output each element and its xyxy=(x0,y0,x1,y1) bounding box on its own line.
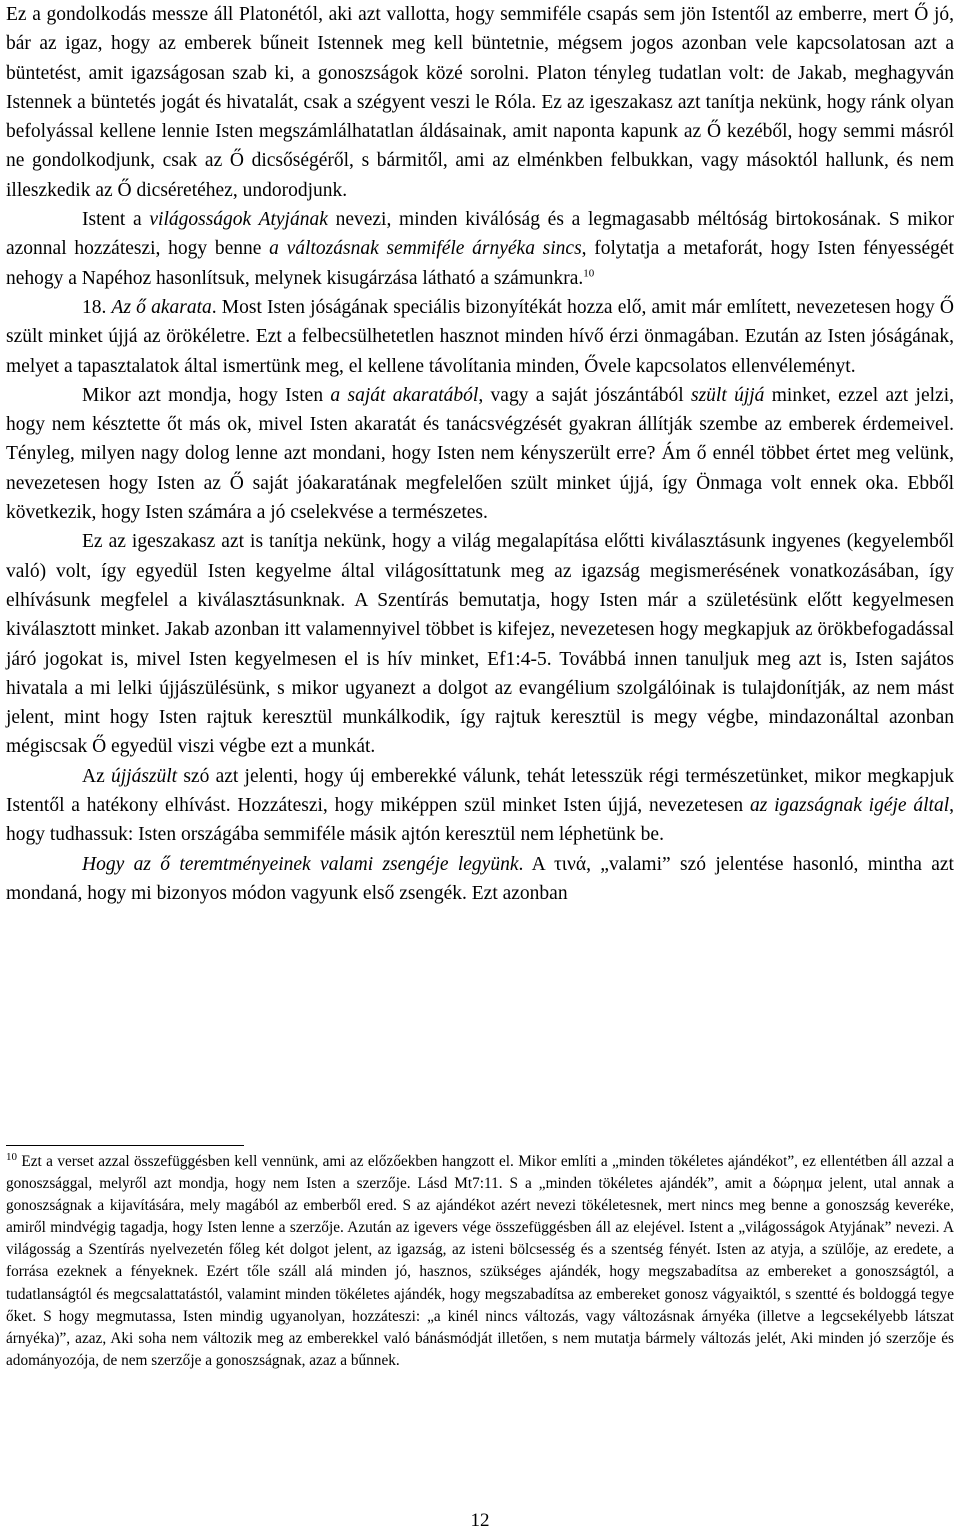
footnote-separator xyxy=(6,1145,244,1146)
footnote-reference[interactable]: 10 xyxy=(583,267,595,280)
body-text xyxy=(6,0,954,908)
emphasis: világosságok Atyjának xyxy=(149,209,328,231)
paragraph-5: Ez az igeszakasz azt is tanítja nekünk, hogy a világ megalapítása előtti kiválasztásunk ingyenes (kegyelemből való) volt, így egyedül Isten kegyelme által világosíttatunk meg az igazság megismerésének vonatkozásában, így elhívásunk megfelel a kiválasztásunknak. A Szentírás bemutatja, hogy Isten már a születésünk előtt kegyelmesen kiválasztott minket. Jakab azonban itt valamennyivel többet is kifejez, nevezetesen hogy megkapjuk az örökbefogadással járó jogokat is, mivel Isten kegyelmesen el is hív minket, Ef1:4-5. Továbbá innen tanuljuk meg azt is, Isten sajátos hivatala a mi lelki újjászülésünk, s mikor ugyanezt a dolgot az evangélium szolgálóinak is tulajdonítják, az nem mást jelent, mint hogy Isten rajtuk keresztül munkálkodik, így rajtuk keresztül is megy végbe, mindazonáltal azonban mégiscsak Ő egyedül viszi végbe ezt a munkát. xyxy=(6,531,954,758)
paragraph-3: 18. Az ő akarata. Most Isten jóságának speciális bizonyítékát hozza elő, amit már említett, nevezetesen hogy Ő szült minket újjá az örökéletre. Ezt a felbecsülhetetlen hasznot minden hívő érzi önmagában. Ezután az Isten jóságának, melyet a tapasztalatok által ismertünk meg, el kellene távolítania minden, Ővele kapcsolatos ellenvéleményt. xyxy=(6,296,954,377)
emphasis: Az ő akarata xyxy=(111,296,212,318)
footnote xyxy=(6,1151,954,1372)
paragraph-1: Ez a gondolkodás messze áll Platonétól, aki azt vallotta, hogy semmiféle csapás sem jön Istentől az emberre, mert Ő jó, bár az igaz, hogy az emberek bűneit Istennek meg kell büntetnie, mégsem jogos azonban vele kapcsolatosan azt a büntetést, amit igazságosan szab ki, a gonoszságok közé sorolni. Platon tényleg tudatlan volt: de Jakab, meghagyván Istennek a büntetés jogát és hivatalát, csak a szégyent veszi le Róla. Ez az igeszakasz azt tanítja nekünk, hogy ránk olyan befolyással kellene lennie Isten megszámlálhatatlan áldásainak, amit naponta kapunk az Ő kezéből, hogy semmi másról ne gondolkodjunk, csak az Ő dicsőségéről, s bármitől, ami az elménkben felbukkan, vagy másoktól hallunk, és nem illeszkedik az Ő dicséretéhez, undorodjunk. xyxy=(6,4,954,201)
emphasis: a változásnak semmiféle árnyéka sincs xyxy=(269,238,582,260)
footnote-10: $^{10}$ Ezt a verset azzal összefüggésben kell vennünk, ami az előzőekben hangzott el. Mikor említi a „minden tökéletes ajándékot”, ez ellentétben áll azzal a gonoszsággal, melyről azt mondja, hogy nem Isten a szerzője. Lásd Mt7:11. S a „minden tökéletes ajándék”, amit a δώρημα jelent, utal annak a gonoszságnak a kijavítására, mely magából az emberből ered. S az ajándékot azért nevezi tökéletesnek, mert nincs meg benne a gonoszság keveréke, amiről mindvégig tagadja, hogy Isten lenne a szerzője. Azután az igevers vége összefüggésben áll az elejével. Istent a „világosságok Atyjának” nevezi. A világosság a Szentírás nyelvezetén főleg két dolgot jelent, az igazság, az isteni bölcsesség és a szentség fényét. Isten az atyja, a szülője, az eredete, a forrása ezeknek a fényeknek. Ezért tőle száll alá minden jó, hasznos, szükséges ajándék, hogy megszabadítsa az embereket a gonoszságtól, a tudatlanságtól és megcsalattatástól, valamint minden tökéletes ajándék, hogy megszabadítsa az embereket gonosz vágyaiktól, s szentté és boldoggá tegye őket. S hogy megmutassa, Isten mindig ugyanolyan, hozzáteszi: „a kinél nincs változás, vagy változásnak árnyéka (illetve a legcsekélyebb látszat árnyéka)”, azaz, Aki soha nem változik meg az emberekkel való bánásmódját illetően, s nem mutatja bármely változás jelét, Aki minden jó szerzője és adományozója, de nem szerzője a gonoszságnak, azaz a bűnnek. xyxy=(6,1150,954,1369)
page-number: 12 xyxy=(470,1510,490,1531)
emphasis: a saját akaratából xyxy=(330,384,479,406)
emphasis: szült újjá xyxy=(690,384,765,406)
emphasis: Hogy az ő teremtményeinek valami zsengéje legyünk xyxy=(82,853,519,875)
paragraph-7: Hogy az ő teremtményeinek valami zsengéje legyünk. A τινά, „valami” szó jelentése hasonló, mintha azt mondaná, hogy mi bizonyos módon vagyunk első zsengék. Ezt azonban xyxy=(6,853,954,904)
paragraph-6: Az újjászült szó azt jelenti, hogy új emberekké válunk, tehát letesszük régi természetünket, mikor megkapjuk Istentől a hatékony elhívást. Hozzáteszi, hogy miképpen szül minket Isten újjá, nevezetesen az igazságnak igéje által, hogy tudhassuk: Isten országába semmiféle másik ajtón keresztül nem léphetünk be. xyxy=(6,765,954,846)
paragraph-2: Istent a világosságok Atyjának nevezi, minden kiválóság és a legmagasabb méltóság birtokosának. S mikor azonnal hozzáteszi, hogy benne a változásnak semmiféle árnyéka sincs, folytatja a metaforát, hogy Isten fényességét nehogy a Napéhoz hasonlítsuk, melynek kisugárzása látható a számunkra.$^{10}$ xyxy=(6,209,954,289)
emphasis: újjászült xyxy=(110,765,178,787)
paragraph-4: Mikor azt mondja, hogy Isten a saját akaratából, vagy a saját jószántából szült újjá minket, ezzel azt jelzi, hogy nem késztette őt más ok, mivel Isten akaratát és tanácsvégzését gyakran állítják szembe az emberek érdemeivel. Tényleg, milyen nagy dolog lenne azt mondani, hogy Isten nem kényszerült erre? Ám ő ennél többet értet meg velünk, nevezetesen hogy Isten az Ő saját jóakaratának megfelelően szült minket újjá, így Önmaga volt ennek oka. Ebből következik, hogy Isten számára a jó cselekvése a természetes. xyxy=(6,384,954,524)
emphasis: az igazságnak igéje által xyxy=(749,795,950,817)
footnote-marker: 10 xyxy=(6,1150,17,1163)
